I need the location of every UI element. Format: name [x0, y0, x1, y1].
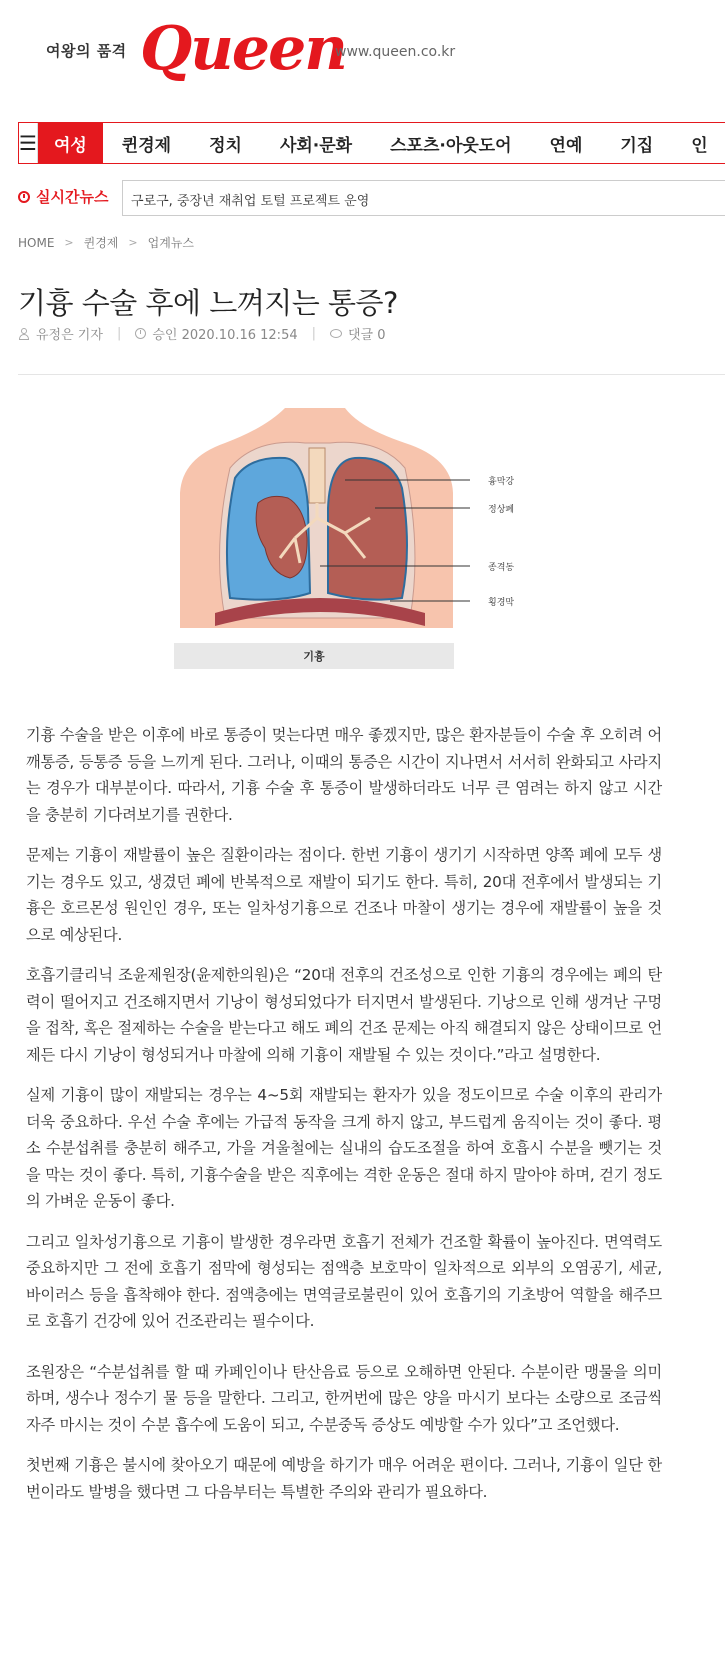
breadcrumb-home[interactable]: HOME: [18, 235, 55, 250]
nav-item-economy[interactable]: 퀸경제: [121, 135, 172, 156]
breadcrumb-subsection[interactable]: 업계뉴스: [147, 236, 194, 250]
chevron-right-icon: >: [64, 236, 74, 249]
nav-item-entertainment[interactable]: 연예: [549, 135, 583, 156]
realtime-label-text: 실시간뉴스: [36, 188, 109, 206]
figure-caption: 기흉: [174, 643, 454, 669]
breadcrumb-section[interactable]: 퀸경제: [83, 236, 119, 250]
site-url[interactable]: www.queen.co.kr: [335, 44, 456, 60]
nav-item-7[interactable]: 기집: [620, 135, 654, 156]
realtime-news: [18, 180, 725, 218]
site-header: [0, 0, 725, 100]
chevron-right-icon: >: [128, 236, 138, 249]
article-meta: [18, 324, 386, 343]
divider: |: [116, 326, 122, 341]
divider: |: [311, 326, 316, 341]
figure-label-pleural-cavity: 흉막강: [488, 477, 515, 487]
nav-item-women[interactable]: 여성: [38, 123, 103, 163]
article-paragraph: 호흡기클리닉 조윤제원장(윤제한의원)은 “20대 전후의 건조성으로 인한 기흉의 경우에는 폐의 탄력이 떨어지고 건조해지면서 기낭이 형성되었다가 터지면서 발생된다. 기낭으로 인해 생겨난 구멍을 접착, 혹은 절제하는 수술을 받는다고 해도 폐의 건조 문제는 아직 해결되지 않은 상태이므로 언제든 다시 기낭이 형성되거나 마찰에 의해 기흉이 재발될 수 있는 것이다.”라고 설명한다.: [26, 966, 662, 1064]
main-nav: [18, 122, 725, 164]
clock-icon: [135, 328, 146, 339]
article-body: [26, 722, 662, 1519]
article-paragraph: 조원장은 “수분섭취를 할 때 카페인이나 탄산음료 등으로 오해하면 안된다. 수분이란 맹물을 의미하며, 생수나 정수기 물 등을 말한다. 그리고, 한꺼번에 많은 양을 마시기 보다는 소량으로 조금씩 자주 마시는 것이 수분 흡수에 도움이 되고, 수분중독 증상도 예방할 수가 있다”고 조언했다.: [26, 1362, 662, 1434]
lung-illustration: [170, 398, 470, 648]
comment-icon: [330, 329, 342, 338]
breadcrumb: [18, 234, 194, 251]
nav-item-sports-outdoor[interactable]: 스포츠·아웃도어: [390, 135, 512, 156]
article-paragraph: 문제는 기흉이 재발률이 높은 질환이라는 점이다. 한번 기흉이 생기기 시작하면 양쪽 폐에 모두 생기는 경우도 있고, 생겼던 폐에 반복적으로 재발이 되기도 한다. 특히, 20대 전후에서 발생되는 기흉은 호르몬성 원인인 경우, 또는 일차성기흉으로 건조나 마찰이 생기는 경우에 재발률이 높을 것으로 예상된다.: [26, 846, 662, 944]
article-paragraph: 그리고 일차성기흉으로 기흉이 발생한 경우라면 호흡기 전체가 건조할 확률이 높아진다. 면역력도 중요하지만 그 전에 호흡기 점막에 형성되는 점액층 보호막이 일차적으로 외부의 오염공기, 세균, 바이러스 등을 흡착해야 한다. 점액층에는 면역글로불린이 있어 호흡기의 기초방어 역할을 해주므로 호흡기 건강에 있어 건조관리는 필수이다.: [26, 1232, 662, 1330]
figure-label-normal-lung: 정상폐: [488, 505, 515, 515]
article-figure: [170, 398, 530, 673]
site-slogan: 여왕의 품격: [46, 42, 127, 60]
figure-label-diaphragm: 횡경막: [488, 598, 515, 608]
nav-item-politics[interactable]: 정치: [209, 135, 242, 156]
site-logo[interactable]: Queen: [140, 14, 346, 84]
user-icon: [18, 328, 30, 340]
author-info: [18, 324, 103, 343]
comment-info[interactable]: [330, 324, 386, 343]
article-paragraph: 첫번째 기흉은 불시에 찾아오기 때문에 예방을 하기가 매우 어려운 편이다. 그러나, 기흉이 일단 한번이라도 발병을 했다면 그 다음부터는 특별한 주의와 관리가 필요하다.: [26, 1456, 662, 1501]
author-name[interactable]: 유정은 기자: [36, 328, 103, 343]
nav-item-8[interactable]: 인: [691, 135, 708, 156]
hamburger-icon[interactable]: ☰: [19, 123, 38, 163]
realtime-headline[interactable]: 구로구, 중장년 재취업 토털 프로젝트 운영: [122, 180, 725, 216]
divider-line: [18, 374, 725, 375]
article-paragraph: 기흉 수술을 받은 이후에 바로 통증이 멎는다면 매우 좋겠지만, 많은 환자분들이 수술 후 오히려 어깨통증, 등통증 등을 느끼게 된다. 그러나, 이때의 통증은 시간이 지나면서 서서히 완화되고 사라지는 경우가 대부분이다. 따라서, 기흉 수술 후 통증이 발생하더라도 너무 큰 염려는 하지 않고 시간을 충분히 기다려보기를 권한다.: [26, 726, 662, 824]
approved-info: [135, 324, 297, 343]
article-paragraph: 실제 기흉이 많이 재발되는 경우는 4~5회 재발되는 환자가 있을 정도이므로 수술 이후의 관리가 더욱 중요하다. 우선 수술 후에는 가급적 동작을 크게 하지 않고, 부드럽게 움직이는 것이 좋다. 평소 수분섭취를 충분히 해주고, 가을 겨울철에는 실내의 습도조절을 하여 호흡시 수분을 뺏기는 것을 막는 것이 좋다. 특히, 기흉수술을 받은 직후에는 격한 운동은 절대 하지 말아야 하며, 걷기 정도의 가벼운 운동이 좋다.: [26, 1086, 662, 1210]
clock-icon: [18, 191, 30, 203]
realtime-label: [18, 186, 108, 207]
figure-label-mediastinum: 종격동: [488, 563, 515, 573]
approved-date: 승인 2020.10.16 12:54: [152, 328, 298, 343]
nav-item-society-culture[interactable]: 사회·문화: [279, 135, 353, 156]
page-title: 기흉 수술 후에 느껴지는 통증?: [18, 286, 398, 321]
comment-count[interactable]: 댓글 0: [348, 328, 386, 343]
